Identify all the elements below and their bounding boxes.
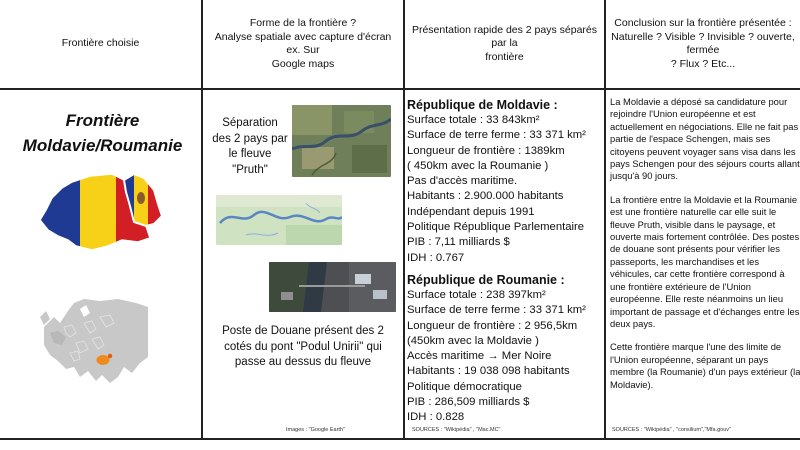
- romania-title: République de Roumanie :: [407, 273, 565, 287]
- romania-line: PIB : 286,509 milliards $: [407, 396, 530, 409]
- river-caption: Séparation des 2 pays par le fleuve "Pruth": [212, 117, 288, 176]
- moldova-line: Indépendant depuis 1991: [407, 205, 535, 218]
- countries-source: SOURCES : "Wikipédia" , "Mac.MC": [412, 427, 501, 433]
- moldova-line: PIB : 7,11 milliards $: [407, 236, 510, 249]
- images-source: Images : "Google Earth": [286, 427, 345, 433]
- river-map-photo: [216, 195, 342, 245]
- bottom-border: [0, 438, 800, 440]
- moldova-info: [407, 97, 607, 266]
- header-chosen-border: Frontière choisie: [61, 37, 140, 50]
- romania-line: Politique démocratique: [407, 380, 522, 393]
- moldova-line: Longueur de frontière : 1389km: [407, 144, 565, 157]
- moldova-line: Surface totale : 33 843km²: [407, 114, 540, 126]
- moldova-line: ( 450km avec la Roumanie ): [407, 159, 549, 172]
- moldova-title: République de Moldavie :: [407, 98, 558, 112]
- satellite-river-photo: [292, 105, 391, 177]
- conclusion-paragraph: La frontière entre la Moldavie et la Roumanie est une frontière naturelle car elle suit le fleuve Pruth, visible dans le paysage, et ouverte mais fortement contrôlée. Des postes de douane sont présents pour vérifier les passeports, les marchandises et les véhicules, car cette frontière correspond à une frontière extérieure de l'Union européenne. Elle reste néanmoins un lieu important de passage et d'échanges entre les deux pays.: [610, 193, 800, 329]
- romania-line: Longueur de frontière : 2 956,5km: [407, 319, 578, 332]
- customs-bridge-photo: [269, 262, 396, 312]
- customs-caption: Poste de Douane présent des 2 cotés du pont "Podul Unirii" qui passe au dessus du fleuve: [222, 325, 384, 368]
- europe-locator-map: [40, 297, 150, 389]
- moldova-line: Habitants : 2.900.000 habitants: [407, 190, 564, 203]
- romania-line: Habitants : 19 038 098 habitants: [407, 365, 570, 378]
- moldova-line: IDH : 0.767: [407, 251, 465, 264]
- romania-line: Surface de terre ferme : 33 371 km²: [407, 304, 586, 317]
- romania-moldova-flag-map: [38, 170, 163, 258]
- header-border-shape: Forme de la frontière ? Analyse spatiale avec capture d'écran ex. Sur Google maps: [214, 17, 392, 70]
- moldova-line: Pas d'accès maritime.: [407, 175, 518, 188]
- conclusion-source: SOURCES : "Wikipédia" , "consilium","Mfa.gouv": [612, 427, 731, 433]
- border-title: Frontière Moldavie/Roumanie: [22, 111, 183, 155]
- romania-line: IDH : 0.828: [407, 411, 465, 424]
- conclusion-text: [610, 96, 800, 402]
- header-divider: [0, 88, 800, 90]
- moldova-line: Surface de terre ferme : 33 371 km²: [407, 129, 586, 142]
- romania-line: Accès maritime → Mer Noire: [407, 350, 552, 363]
- conclusion-paragraph: La Moldavie a déposé sa candidature pour rejoindre l'Union européenne et est actuellement en négociations. Elle ne fait pas partie de l'espace Schengen, mais ses citoyens peuvent voyager sans visa dans les pays Schengen pour des séjours courts allant jusqu'à 90 jours.: [610, 96, 800, 182]
- header-conclusion: Conclusion sur la frontière présentée : Naturelle ? Visible ? Invisible ? ouverte, fermée ? Flux ? Etc...: [611, 17, 795, 70]
- romania-info: [407, 272, 607, 426]
- moldova-line: Politique République Parlementaire: [407, 221, 585, 234]
- romania-line: Surface totale : 238 397km²: [407, 289, 546, 301]
- conclusion-paragraph: Cette frontière marque l'une des limite de l'Union européenne, séparant un pays membre (la Roumanie) d'un pays extérieur (la Moldavie).: [610, 341, 800, 390]
- header-countries-presentation: Présentation rapide des 2 pays séparés par la frontière: [411, 23, 598, 63]
- romania-line: (450km avec la Moldavie ): [407, 334, 539, 347]
